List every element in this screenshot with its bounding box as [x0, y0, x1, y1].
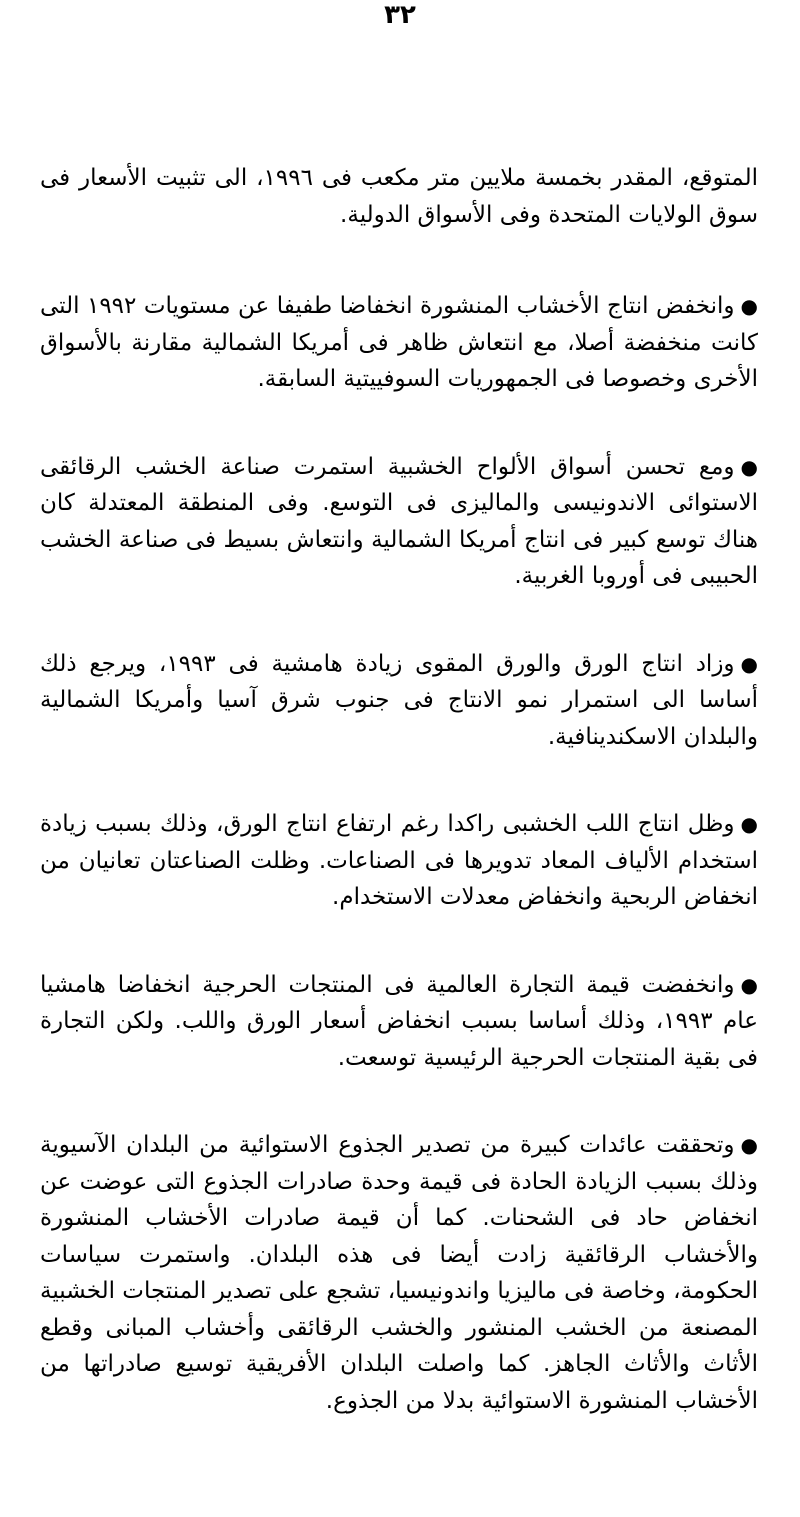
bullet-dot-icon: ● [740, 972, 758, 997]
bullet-paragraph [40, 1127, 758, 1419]
paragraph-text: وانخفض انتاج الأخشاب المنشورة انخفاضا طفيفا عن مستويات ١٩٩٢ التى كانت منخفضة أصلا، مع انتعاش ظاهر فى أمريكا الشمالية مقارنة بالأسواق الأخرى وخصوصا فى الجمهوريات السوفييتية السابقة. [40, 293, 758, 392]
document-body [40, 160, 758, 1470]
paragraph-continuation [40, 160, 758, 233]
bullet-dot-icon: ● [740, 294, 758, 318]
bullet-paragraph [40, 967, 758, 1077]
page-number: ٣٢ [384, 0, 416, 30]
paragraph-text: وانخفضت قيمة التجارة العالمية فى المنتجات الحرجية انخفاضا هامشيا عام ١٩٩٣، وذلك أساسا بسبب انخفاض أسعار الورق واللب. ولكن التجارة فى بقية المنتجات الحرجية الرئيسية توسعت. [40, 971, 758, 1071]
bullet-paragraph [40, 288, 758, 398]
bullet-paragraph [40, 806, 758, 916]
paragraph-text: وتحققت عائدات كبيرة من تصدير الجذوع الاستوائية من البلدان الآسيوية وذلك بسبب الزيادة الحادة فى قيمة وحدة صادرات الجذوع التى عوضت عن انخفاض حاد فى الشحنات. كما أن قيمة صادرات الأخشاب المنشورة والأخشاب الرقائقية زادت أيضا فى هذه البلدان. واستمرت سياسات الحكومة، وخاصة فى ماليزيا واندونيسيا، تشجع على تصدير المنتجات الخشبية المصنعة من الخشب المنشور والخشب الرقائقى وأخشاب المبانى وقطع الأثاث والأثاث الجاهز. كما واصلت البلدان الأفريقية توسيع صادراتها من الأخشاب المنشورة الاستوائية بدلا من الجذوع. [40, 1132, 758, 1414]
bullet-dot-icon: ● [740, 1133, 758, 1157]
bullet-dot-icon: ● [740, 651, 758, 676]
bullet-paragraph [40, 449, 758, 595]
paragraph-text: المتوقع، المقدر بخمسة ملايين متر مكعب فى ١٩٩٦، الى تثبيت الأسعار فى سوق الولايات المتحدة وفى الأسواق الدولية. [40, 165, 758, 228]
bullet-dot-icon: ● [740, 454, 758, 479]
paragraph-text: ومع تحسن أسواق الألواح الخشبية استمرت صناعة الخشب الرقائقى الاستوائى الاندونيسى والماليزى فى التوسع. وفى المنطقة المعتدلة كان هناك توسع كبير فى انتاج أمريكا الشمالية وانتعاش بسيط فى صناعة الخشب الحبيبى فى أوروبا الغربية. [40, 453, 758, 589]
bullet-paragraph [40, 646, 758, 756]
paragraph-text: وظل انتاج اللب الخشبى راكدا رغم ارتفاع انتاج الورق، وذلك بسبب زيادة استخدام الألياف المعاد تدويرها فى الصناعات. وظلت الصناعتان تعانيان من انخفاض الربحية وانخفاض معدلات الاستخدام. [40, 811, 758, 910]
paragraph-text: وزاد انتاج الورق والورق المقوى زيادة هامشية فى ١٩٩٣، ويرجع ذلك أساسا الى استمرار نمو الانتاج فى جنوب شرق آسيا وأمريكا الشمالية والبلدان الاسكندينافية. [40, 650, 758, 750]
bullet-dot-icon: ● [740, 812, 758, 836]
